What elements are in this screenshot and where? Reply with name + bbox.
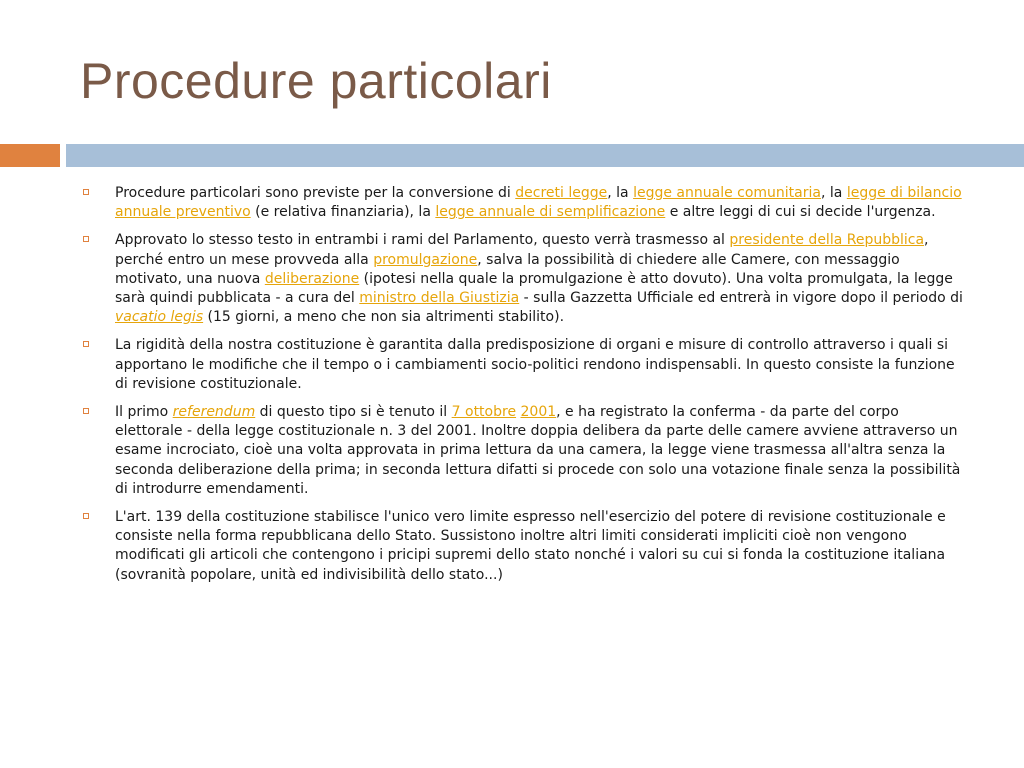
bullet-item-1 — [80, 184, 968, 222]
bullet-item-5 — [80, 508, 968, 585]
square-bullet-icon — [83, 236, 89, 242]
bullet-text: (e relativa finanziaria), la — [250, 204, 436, 221]
bullet-list — [80, 184, 968, 594]
bullet-item-3 — [80, 336, 968, 394]
bullet-text: La rigidità della nostra costituzione è garantita dalla predisposizione di organi e misure di controllo attraverso i quali si apportano le modifiche che il tempo o i cambiamenti socio-politici rendono indispensabli. In questo consiste la funzione di revisione costituzionale. — [115, 337, 955, 392]
bullet-text: Approvato lo stesso testo in entrambi i rami del Parlamento, questo verrà trasmesso al — [115, 232, 730, 249]
bullet-text: , e ha registrato la conferma - da parte del corpo elettorale - della legge costituzionale n. 3 del 2001. Inoltre doppia delibera da parte delle camere avviene attraverso un esame incrociato, cioè una volta approvata in prima lettura da una camera, la legge viene trasmessa all'altra senza la seconda deliberazione della prima; in seconda lettura difatti si procede con solo una votazione finale senza la possibilità di introdurre emendamenti. — [115, 404, 961, 497]
link-2001[interactable]: 2001 — [520, 404, 557, 421]
bullet-text: e altre leggi di cui si decide l'urgenza. — [665, 204, 936, 221]
link-7-ottobre[interactable]: 7 ottobre — [451, 404, 517, 421]
accent-bar-blue — [66, 144, 1024, 167]
square-bullet-icon — [83, 189, 89, 195]
bullet-text: di questo tipo si è tenuto il — [255, 404, 452, 421]
bullet-text: , salva la possibilità di chiedere alle Camere, con messaggio motivato, una nuova — [115, 251, 900, 287]
link-legge-semplificazione[interactable]: legge annuale di semplificazione — [435, 204, 666, 221]
bullet-text: Il primo — [115, 404, 173, 421]
bullet-text: (15 giorni, a meno che non sia altrimenti stabilito). — [203, 309, 565, 326]
bullet-text: , perché entro un mese provveda alla — [115, 232, 929, 268]
accent-bar-orange — [0, 144, 60, 167]
bullet-item-2 — [80, 231, 968, 327]
bullet-text: (ipotesi nella quale la promulgazione è atto dovuto). Una volta promulgata, la legge sarà quindi pubblicata - a cura del — [115, 270, 953, 307]
square-bullet-icon — [83, 341, 89, 347]
link-legge-di-bilancio[interactable]: legge di bilancio annuale preventivo — [115, 185, 962, 221]
link-legge-annuale-comunitaria[interactable]: legge annuale comunitaria — [633, 185, 821, 201]
link-presidente-della-repubblica[interactable]: presidente della Repubblica — [729, 232, 925, 249]
bullet-text: L'art. 139 della costituzione stabilisce l'unico vero limite espresso nell'esercizio del potere di revisione costituzionale e consiste nella forma repubblicana dello Stato. Sussistono inoltre altri limiti considerati impliciti cioè non vengono modificati gli articoli che contengono i pricipi supremi dello stato nonché i valori su cui si fonda la costituzione italiana (sovranità popolare, unità ed indivisibilità dello stato...) — [115, 509, 946, 583]
bullet-text: , la — [820, 185, 847, 201]
bullet-text: , la — [607, 185, 634, 201]
link-deliberazione[interactable]: deliberazione — [264, 270, 360, 287]
link-promulgazione[interactable]: promulgazione — [373, 251, 478, 268]
bullet-item-4 — [80, 403, 968, 499]
link-ministro-della-giustizia[interactable]: ministro della Giustizia — [359, 290, 520, 307]
square-bullet-icon — [83, 408, 89, 414]
square-bullet-icon — [83, 513, 89, 519]
link-vacatio-legis[interactable]: vacatio legis — [115, 309, 204, 326]
bullet-text: Procedure particolari sono previste per la conversione di — [115, 185, 516, 201]
slide-title: Procedure particolari — [80, 53, 552, 109]
bullet-text: - sulla Gazzetta Ufficiale ed entrerà in vigore dopo il periodo di — [519, 290, 963, 307]
link-referendum[interactable]: referendum — [172, 404, 256, 421]
link-decreti-legge[interactable]: decreti legge — [515, 185, 608, 201]
